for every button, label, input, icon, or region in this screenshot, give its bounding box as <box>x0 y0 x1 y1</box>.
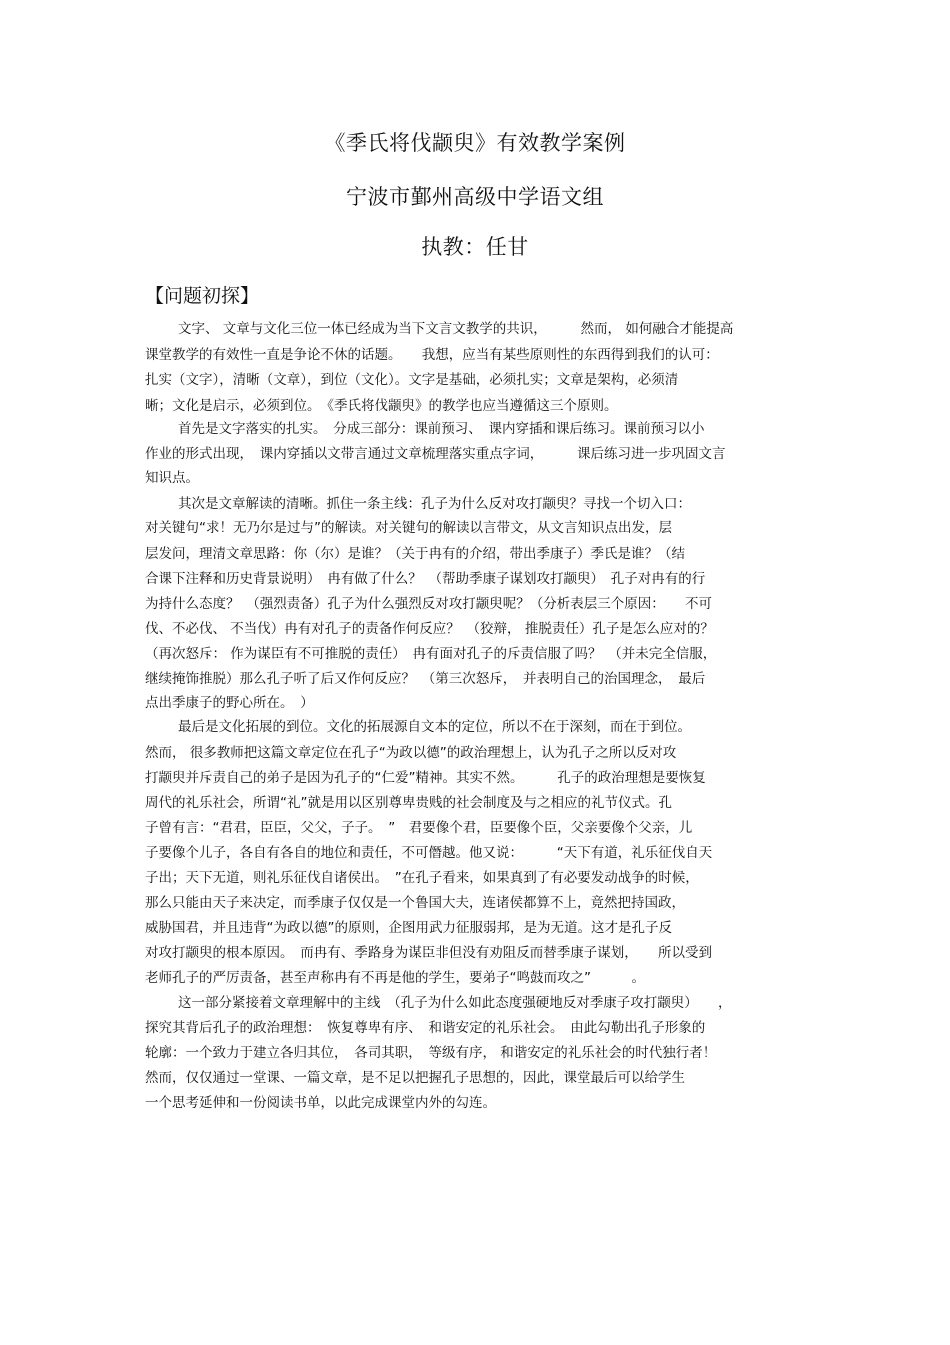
text-line: 点出季康子的野心所在。 ） <box>145 695 314 711</box>
text-line: 对攻打颛臾的根本原因。 而冉有、季路身为谋臣非但没有劝阻反而替季康子谋划， 所以受到 <box>145 945 712 961</box>
text-line: 老师孔子的严厉责备，甚至声称冉有不再是他的学生，要弟子“鸣鼓而攻之” 。 <box>145 970 645 986</box>
text-line: 最后是文化拓展的到位。文化的拓展源自文本的定位，所以不在于深刻，而在于到位。 <box>178 719 691 735</box>
text-line: 合课下注释和历史背景说明） 冉有做了什么？ （帮助季康子谋划攻打颛臾） 孔子对冉有的行 <box>145 571 706 587</box>
text-line: 扎实（文字），清晰（文章），到位（文化）。文字是基础，必须扎实；文章是架构，必须清 <box>145 372 679 388</box>
text-line: 然而， 很多教师把这篇文章定位在孔子“为政以德”的政治理想上，认为孔子之所以反对攻 <box>145 745 677 761</box>
section-heading: 【问题初探】 <box>145 285 260 307</box>
text-line: 那么只能由天子来决定，而季康子仅仅是一个鲁国大夫，连诸侯都算不上，竟然把持国政， <box>145 895 685 911</box>
text-line: 文字、 文章与文化三位一体已经成为当下文言文教学的共识， 然而， 如何融合才能提高 <box>178 321 734 337</box>
text-line: 对关键句“求！无乃尔是过与”的解读。对关键句的解读以言带文，从文言知识点出发，层 <box>145 520 672 536</box>
text-line: 课堂教学的有效性一直是争论不休的话题。 我想，应当有某些原则性的东西得到我们的认可： <box>145 347 719 363</box>
text-line: 作业的形式出现， 课内穿插以文带言通过文章梳理落实重点字词， 课后练习进一步巩固文言 <box>145 446 726 462</box>
text-line: 探究其背后孔子的政治理想： 恢复尊卑有序、 和谐安定的礼乐社会。 由此勾勒出孔子形象的 <box>145 1020 706 1036</box>
text-line: 然而，仅仅通过一堂课、一篇文章，是不足以把握孔子思想的，因此，课堂最后可以给学生 <box>145 1070 685 1086</box>
document-title: 《季氏将伐颛臾》有效教学案例 <box>324 131 626 155</box>
text-line: 打颛臾并斥责自己的弟子是因为孔子的“仁爱”精神。其实不然。 孔子的政治理想是要恢复 <box>145 770 706 786</box>
text-line: 子曾有言：“君君，臣臣，父父，子子。 ” 君要像个君，臣要像个臣，父亲要像个父亲，儿 <box>145 820 693 836</box>
teacher-name: 执教：任甘 <box>421 235 529 259</box>
text-line: 一个思考延伸和一份阅读书单，以此完成课堂内外的勾连。 <box>145 1095 496 1111</box>
text-line: 继续掩饰推脱）那么孔子听了后又作何反应？ （第三次怒斥， 并表明自己的治国理念， 最后 <box>145 671 706 687</box>
text-line: 周代的礼乐社会，所谓“礼”就是用以区别尊卑贵贱的社会制度及与之相应的礼节仪式。孔 <box>145 795 672 811</box>
text-line: 层发问，理清文章思路：你（尔）是谁？（关于冉有的介绍，带出季康子）季氏是谁？（结 <box>145 546 685 562</box>
text-line: 轮廓：一个致力于建立各归其位， 各司其职， 等级有序， 和谐安定的礼乐社会的时代独行者！ <box>145 1045 717 1061</box>
school-name: 宁波市鄞州高级中学语文组 <box>346 185 604 209</box>
text-line: 伐、不必伐、 不当伐）冉有对孔子的责备作何反应？ （狡辩， 推脱责任）孔子是怎么应对的？ <box>145 621 714 637</box>
text-line: 其次是文章解读的清晰。抓住一条主线：孔子为什么反对攻打颛臾？寻找一个切入口： <box>178 496 691 512</box>
text-line: 知识点。 <box>145 470 199 486</box>
text-line: （再次怒斥： 作为谋臣有不可推脱的责任） 冉有面对孔子的斥责信服了吗？ （并未完全信服， <box>145 646 717 662</box>
text-line: 首先是文字落实的扎实。 分成三部分：课前预习、 课内穿插和课后练习。课前预习以小 <box>178 421 705 437</box>
text-line: 为持什么态度？ （强烈责备）孔子为什么强烈反对攻打颛臾呢？（分析表层三个原因： 不可 <box>145 596 712 612</box>
text-line: 威胁国君，并且违背“为政以德”的原则，企图用武力征服弱邦，是为无道。这才是孔子反 <box>145 920 672 936</box>
text-line: 子出；天下无道，则礼乐征伐自诸侯出。 ”在孔子看来，如果真到了有必要发动战争的时候， <box>145 870 699 886</box>
text-line: 晰；文化是启示，必须到位。 《季氏将伐颛臾》的教学也应当遵循这三个原则。 <box>145 398 618 414</box>
text-line: 这一部分紧接着文章理解中的主线 （孔子为什么如此态度强硬地反对季康子攻打颛臾） ， <box>178 995 732 1011</box>
text-line: 子要像个儿子，各自有各自的地位和责任，不可僭越。他又说： “天下有道，礼乐征伐自天 <box>145 845 713 861</box>
